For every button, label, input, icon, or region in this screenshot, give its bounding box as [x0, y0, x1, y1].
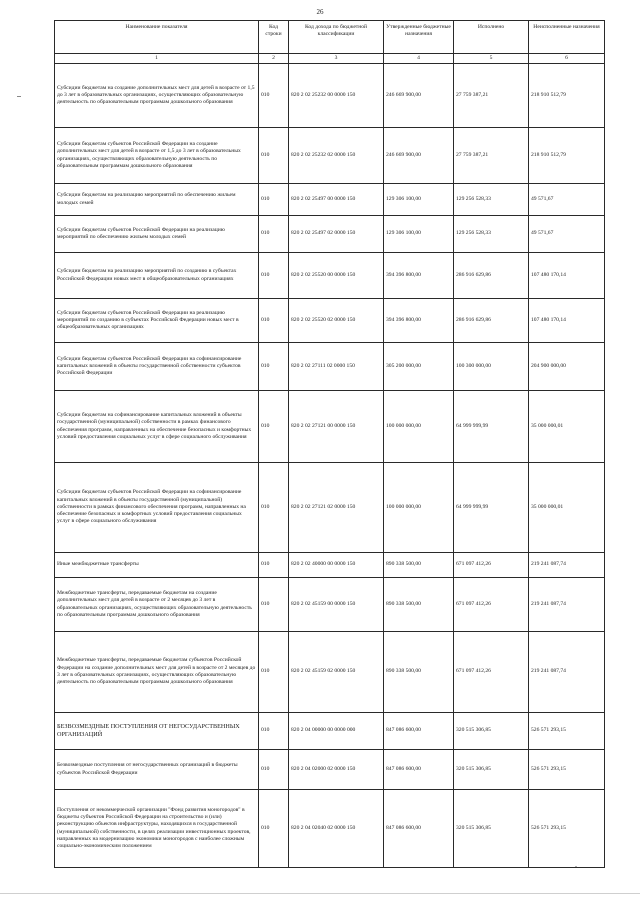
- row-name: Субсидии бюджетам субъектов Российской Федерации на реализацию мероприятий по обеспечению жильем молодых семей: [55, 216, 259, 253]
- row-classification: 820 2 02 27121 00 0000 150: [289, 391, 384, 463]
- table-row: [55, 253, 605, 299]
- column-number: 5: [454, 54, 529, 64]
- scan-mark: [17, 96, 21, 97]
- row-name: Субсидии бюджетам субъектов Российской Федерации на создание дополнительных мест для детей в возрасте от 1,5 до 3 лет в образовательных организациях, осуществляющих образовательную деятельность по образовательным программам дошкольного образования: [55, 128, 259, 184]
- row-unexecuted: 526 571 293,15: [529, 790, 605, 868]
- table-row: [55, 713, 605, 750]
- page-bottom-rule: [0, 893, 640, 894]
- row-code: 010: [259, 391, 289, 463]
- row-classification: 820 2 04 02040 02 0000 150: [289, 790, 384, 868]
- column-number: 3: [289, 54, 384, 64]
- row-executed: 320 515 306,85: [454, 790, 529, 868]
- row-approved: 847 086 600,00: [384, 713, 454, 750]
- row-code: 010: [259, 128, 289, 184]
- row-executed: 27 759 387,21: [454, 128, 529, 184]
- row-executed: 671 097 412,26: [454, 553, 529, 578]
- row-name: Поступления от некоммерческой организации "Фонд развития моногородов" в бюджеты субъектов Российской Федерации на строительство и (или) реконструкцию объектов инфраструктуры, находящихся в государственной (муниципальной) собственности, в целях реализации инвестиционных проектов, направленных на модернизацию экономики моногородов с наиболее сложным социально-экономическим положением: [55, 790, 259, 868]
- row-unexecuted: 219 241 087,74: [529, 553, 605, 578]
- row-approved: 100 000 000,00: [384, 463, 454, 553]
- table-row: [55, 463, 605, 553]
- column-number: 2: [259, 54, 289, 64]
- row-approved: 246 669 900,00: [384, 128, 454, 184]
- header-row: [55, 21, 605, 54]
- row-executed: 100 300 000,00: [454, 343, 529, 391]
- row-executed: 320 515 306,85: [454, 713, 529, 750]
- header-executed: Исполнено: [454, 21, 529, 54]
- row-name: Иные межбюджетные трансферты: [55, 553, 259, 578]
- row-approved: 890 338 500,00: [384, 553, 454, 578]
- row-code: 010: [259, 343, 289, 391]
- row-name: Субсидии бюджетам субъектов Российской Федерации на софинансирование капитальных вложений в объекты государственной собственности субъектов Российской Федерации: [55, 343, 259, 391]
- row-code: 010: [259, 632, 289, 713]
- table-row: [55, 553, 605, 578]
- row-unexecuted: 49 571,67: [529, 216, 605, 253]
- row-code: 010: [259, 713, 289, 750]
- header-classification: Код дохода по бюджетной классификации: [289, 21, 384, 54]
- table-row: [55, 216, 605, 253]
- table-row: [55, 64, 605, 128]
- row-approved: 246 669 900,00: [384, 64, 454, 128]
- row-unexecuted: 526 571 293,15: [529, 750, 605, 790]
- row-unexecuted: 219 241 087,74: [529, 632, 605, 713]
- header-code: Код строки: [259, 21, 289, 54]
- row-name: БЕЗВОЗМЕЗДНЫЕ ПОСТУПЛЕНИЯ ОТ НЕГОСУДАРСТВЕННЫХ ОРГАНИЗАЦИЙ: [55, 713, 259, 750]
- row-classification: 820 2 02 25520 00 0000 150: [289, 253, 384, 299]
- row-code: 010: [259, 553, 289, 578]
- row-classification: 820 2 02 40000 00 0000 150: [289, 553, 384, 578]
- row-classification: 820 2 02 25232 00 0000 150: [289, 64, 384, 128]
- row-executed: 27 759 387,21: [454, 64, 529, 128]
- row-classification: 820 2 04 00000 00 0000 000: [289, 713, 384, 750]
- row-classification: 820 2 02 25497 02 0000 150: [289, 216, 384, 253]
- table-row: [55, 391, 605, 463]
- row-executed: 671 097 412,26: [454, 578, 529, 632]
- row-executed: 129 256 528,33: [454, 216, 529, 253]
- row-classification: 820 2 02 25232 02 0000 150: [289, 128, 384, 184]
- row-name: Субсидии бюджетам на реализацию мероприятий по обеспечению жильем молодых семей: [55, 184, 259, 216]
- row-name: Субсидии бюджетам субъектов Российской Федерации на реализацию мероприятий по созданию в субъектах Российской Федерации новых мест в общеобразовательных организациях: [55, 299, 259, 343]
- header-unexecuted: Неисполненные назначения: [529, 21, 605, 54]
- row-approved: 847 086 600,00: [384, 750, 454, 790]
- column-number: 6: [529, 54, 605, 64]
- row-code: 010: [259, 750, 289, 790]
- row-executed: 64 999 999,99: [454, 391, 529, 463]
- row-executed: 64 999 999,99: [454, 463, 529, 553]
- row-approved: 890 338 500,00: [384, 632, 454, 713]
- row-name: Межбюджетные трансферты, передаваемые бюджетам субъектов Российской Федерации на создание дополнительных мест для детей в возрасте от 2 месяцев до 3 лет в образовательных организациях, осуществляющих образовательную деятельность по образовательным программам дошкольного образования: [55, 632, 259, 713]
- row-code: 010: [259, 253, 289, 299]
- row-unexecuted: 526 571 293,15: [529, 713, 605, 750]
- row-approved: 129 306 100,00: [384, 216, 454, 253]
- row-executed: 129 256 528,33: [454, 184, 529, 216]
- row-approved: 890 338 500,00: [384, 578, 454, 632]
- row-name: Межбюджетные трансферты, передаваемые бюджетам на создание дополнительных мест для детей в возрасте от 2 месяцев до 3 лет в образовательных организациях, осуществляющих образовательную деятельность по образовательным программам дошкольного образования: [55, 578, 259, 632]
- row-unexecuted: 204 900 000,00: [529, 343, 605, 391]
- row-unexecuted: 218 910 512,79: [529, 128, 605, 184]
- header-approved: Утвержденные бюджетные назначения: [384, 21, 454, 54]
- column-number: 1: [55, 54, 259, 64]
- row-unexecuted: 218 910 512,79: [529, 64, 605, 128]
- row-unexecuted: 107 480 170,14: [529, 299, 605, 343]
- row-code: 010: [259, 64, 289, 128]
- column-number-row: [55, 54, 605, 64]
- row-code: 010: [259, 299, 289, 343]
- row-classification: 820 2 02 27111 02 0000 150: [289, 343, 384, 391]
- table-row: [55, 750, 605, 790]
- row-approved: 847 086 600,00: [384, 790, 454, 868]
- row-executed: 671 097 412,26: [454, 632, 529, 713]
- table-row: [55, 128, 605, 184]
- row-name: Субсидии бюджетам на создание дополнительных мест для детей в возрасте от 1,5 до 3 лет в образовательных организациях, осуществляющих образовательную деятельность по образовательным программам дошкольного образования: [55, 64, 259, 128]
- row-approved: 394 396 800,00: [384, 299, 454, 343]
- table-row: [55, 299, 605, 343]
- row-name: Субсидии бюджетам на софинансирование капитальных вложений в объекты государственной (муниципальной) собственности в рамках финансового обеспечения программ, направленных на обеспечение безопасных и комфортных условий предоставления социальных услуг в сфере социального обслуживания: [55, 391, 259, 463]
- row-code: 010: [259, 463, 289, 553]
- row-classification: 820 2 02 27121 02 0000 150: [289, 463, 384, 553]
- row-approved: 100 000 000,00: [384, 391, 454, 463]
- row-classification: 820 2 02 45159 00 0000 150: [289, 578, 384, 632]
- row-approved: 129 306 100,00: [384, 184, 454, 216]
- row-unexecuted: 35 000 000,01: [529, 463, 605, 553]
- row-code: 010: [259, 790, 289, 868]
- row-executed: 286 916 629,86: [454, 253, 529, 299]
- row-approved: 394 396 800,00: [384, 253, 454, 299]
- row-unexecuted: 107 480 170,14: [529, 253, 605, 299]
- row-executed: 286 916 629,86: [454, 299, 529, 343]
- table-row: [55, 790, 605, 868]
- row-approved: 305 200 000,00: [384, 343, 454, 391]
- table-row: [55, 632, 605, 713]
- row-unexecuted: 219 241 087,74: [529, 578, 605, 632]
- row-classification: 820 2 02 45159 02 0000 150: [289, 632, 384, 713]
- row-executed: 320 515 306,85: [454, 750, 529, 790]
- row-name: Безвозмездные поступления от негосударственных организаций в бюджеты субъектов Российской Федерации: [55, 750, 259, 790]
- row-classification: 820 2 04 02000 02 0000 150: [289, 750, 384, 790]
- row-classification: 820 2 02 25497 00 0000 150: [289, 184, 384, 216]
- report-table: [54, 20, 605, 868]
- table-row: [55, 343, 605, 391]
- row-unexecuted: 35 000 000,01: [529, 391, 605, 463]
- column-number: 4: [384, 54, 454, 64]
- row-code: 010: [259, 216, 289, 253]
- row-code: 010: [259, 184, 289, 216]
- header-name: Наименование показателя: [55, 21, 259, 54]
- row-code: 010: [259, 578, 289, 632]
- table-row: [55, 184, 605, 216]
- row-classification: 820 2 02 25520 02 0000 150: [289, 299, 384, 343]
- page-number: 26: [316, 8, 324, 16]
- row-name: Субсидии бюджетам на реализацию мероприятий по созданию в субъектах Российской Федерации новых мест в общеобразовательных организациях: [55, 253, 259, 299]
- row-name: Субсидии бюджетам субъектов Российской Федерации на софинансирование капитальных вложений в объекты государственной (муниципальной) собственности в рамках финансового обеспечения программ, направленных на обеспечение безопасных и комфортных условий предоставления социальных услуг в сфере социального обслуживания: [55, 463, 259, 553]
- table-row: [55, 578, 605, 632]
- row-unexecuted: 49 571,67: [529, 184, 605, 216]
